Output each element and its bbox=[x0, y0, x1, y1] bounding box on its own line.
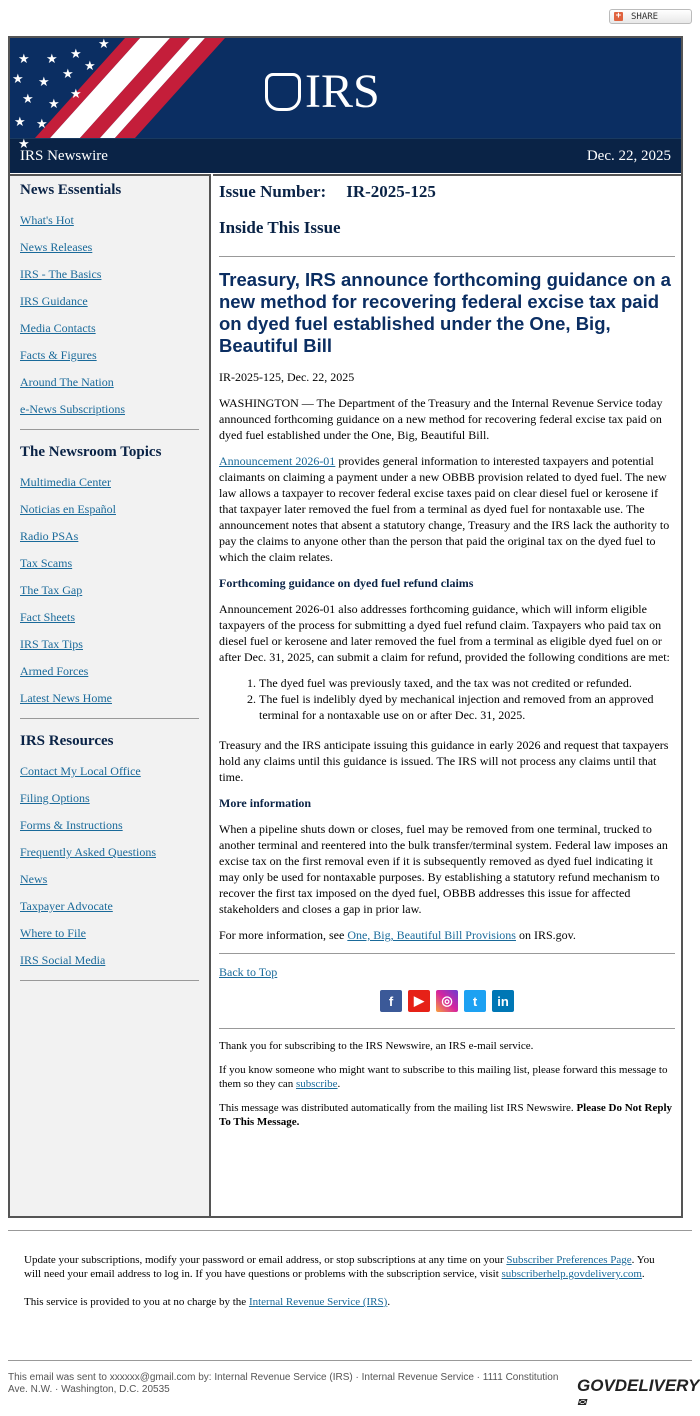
svg-text:★: ★ bbox=[70, 46, 82, 61]
help-link[interactable]: subscriberhelp.govdelivery.com bbox=[501, 1268, 642, 1280]
obbb-link[interactable]: One, Big, Beautiful Bill Provisions bbox=[347, 928, 516, 942]
sidebar-link[interactable]: Radio PSAs bbox=[20, 529, 79, 543]
paragraph: When a pipeline shuts down or closes, fuel may be removed from one terminal, trucked to another terminal and reentered into the bulk transfer/terminal system. Federal law imposes an excise tax on the first removal even if it is subsequently removed as dyed fuel indicating it may only be used for nontaxable purposes. By establishing a statutory refund mechanism to recover the first tax imposed on the dyed fuel, OBBB addresses this issue for affected stakeholders and closes a gap in prior law. bbox=[219, 822, 668, 916]
svg-text:★: ★ bbox=[12, 71, 24, 86]
social-links bbox=[219, 990, 675, 1012]
govdelivery-logo[interactable] bbox=[577, 1376, 700, 1416]
sidebar bbox=[10, 174, 211, 1216]
svg-text:★: ★ bbox=[70, 86, 82, 101]
sidebar-link[interactable]: Forms & Instructions bbox=[20, 818, 123, 832]
svg-text:★: ★ bbox=[46, 51, 58, 66]
svg-text:★: ★ bbox=[18, 136, 30, 151]
sidebar-link[interactable]: News Releases bbox=[20, 240, 93, 254]
issue-date: Dec. 22, 2025 bbox=[586, 147, 671, 164]
sidebar-link[interactable]: Frequently Asked Questions bbox=[20, 845, 156, 859]
sidebar-link[interactable]: Contact My Local Office bbox=[20, 764, 141, 778]
svg-text:★: ★ bbox=[62, 66, 74, 81]
svg-text:★: ★ bbox=[18, 51, 30, 66]
list-item: 2. The fuel is indelibly dyed by mechanical injection and removed from an approved terminal for a nontaxable use on or after Dec. 31, 2025. bbox=[259, 691, 675, 723]
divider bbox=[219, 1028, 675, 1029]
sidebar-heading: News Essentials bbox=[20, 182, 122, 198]
sidebar-link[interactable]: e-News Subscriptions bbox=[20, 402, 125, 416]
text: If you know someone who might want to subscribe to this mailing list, please forward this message to them so they can bbox=[219, 1064, 668, 1090]
subscription-footer bbox=[24, 1253, 674, 1323]
newsletter bbox=[8, 36, 683, 1218]
linkedin-icon[interactable]: in bbox=[492, 990, 514, 1012]
back-to-top-link[interactable]: Back to Top bbox=[219, 965, 278, 979]
svg-text:★: ★ bbox=[38, 74, 50, 89]
svg-text:★: ★ bbox=[84, 58, 96, 73]
sidebar-link[interactable]: Where to File bbox=[20, 926, 86, 940]
sidebar-heading: IRS Resources bbox=[20, 733, 114, 749]
sidebar-link[interactable]: Armed Forces bbox=[20, 664, 89, 678]
text: Update your subscriptions, modify your password or email address, or stop subscriptions at any time on your bbox=[24, 1254, 507, 1266]
text: . bbox=[387, 1296, 391, 1308]
irs-link[interactable]: Internal Revenue Service (IRS) bbox=[248, 1296, 388, 1308]
sidebar-link[interactable]: What's Hot bbox=[20, 213, 74, 227]
text: . bbox=[641, 1268, 645, 1280]
paragraph: WASHINGTON — The Department of the Treasury and the Internal Revenue Service today announced forthcoming guidance on a new method for recovering federal excise tax paid on dyed fuel established under the One, Big, Beautiful Bill. bbox=[219, 396, 663, 442]
sidebar-link[interactable]: Tax Scams bbox=[20, 556, 73, 570]
auto-text bbox=[219, 1101, 675, 1129]
subheading: More information bbox=[219, 796, 312, 810]
text: on IRS.gov. bbox=[515, 928, 576, 942]
logo-text: IRS bbox=[305, 65, 380, 118]
sidebar-link[interactable]: Around The Nation bbox=[20, 375, 114, 389]
subheading: Forthcoming guidance on dyed fuel refund claims bbox=[219, 576, 474, 590]
eagle-seal-icon bbox=[265, 73, 301, 111]
text: . You will need your email address to log in. If you have questions or problems with the subscription service, visit bbox=[24, 1254, 655, 1280]
headline: Treasury, IRS announce forthcoming guidance on a new method for recovering federal excise tax paid on dyed fuel established under the One, Big, Beautiful Bill bbox=[219, 269, 671, 356]
dateline: IR-2025-125, Dec. 22, 2025 bbox=[219, 370, 355, 384]
svg-text:★: ★ bbox=[98, 36, 110, 51]
youtube-icon[interactable]: ▶ bbox=[408, 990, 430, 1012]
sidebar-link[interactable]: The Tax Gap bbox=[20, 583, 83, 597]
no-reply-text: Please Do Not Reply To This Message. bbox=[219, 1102, 673, 1128]
sidebar-link[interactable]: IRS Tax Tips bbox=[20, 637, 83, 651]
sidebar-link[interactable]: IRS Social Media bbox=[20, 953, 106, 967]
brand-text: GOVDELIVERY bbox=[577, 1376, 700, 1395]
conditions-list bbox=[259, 675, 675, 723]
twitter-icon[interactable]: t bbox=[464, 990, 486, 1012]
main-content bbox=[213, 174, 681, 1216]
plus-icon: + bbox=[615, 11, 622, 21]
svg-text:★: ★ bbox=[22, 91, 34, 106]
sidebar-link[interactable]: IRS Guidance bbox=[20, 294, 88, 308]
facebook-icon[interactable]: f bbox=[380, 990, 402, 1012]
svg-text:★: ★ bbox=[36, 116, 48, 131]
list-item: 1. The dyed fuel was previously taxed, and the tax was not credited or refunded. bbox=[259, 675, 675, 691]
newswire-title: IRS Newswire bbox=[20, 147, 108, 164]
service-text bbox=[24, 1295, 674, 1309]
issue-value: IR-2025-125 bbox=[346, 182, 436, 201]
text: For more information, see bbox=[219, 928, 348, 942]
inside-heading: Inside This Issue bbox=[219, 218, 341, 237]
newswire-bar bbox=[10, 138, 681, 173]
divider bbox=[20, 429, 199, 430]
sidebar-link[interactable]: News bbox=[20, 872, 48, 886]
share-label: SHARE bbox=[631, 11, 659, 22]
text: This message was distributed automatically from the mailing list IRS Newswire. bbox=[219, 1102, 577, 1114]
sidebar-link[interactable]: IRS - The Basics bbox=[20, 267, 102, 281]
divider bbox=[20, 718, 199, 719]
issue-number bbox=[219, 184, 675, 200]
sidebar-link[interactable]: Fact Sheets bbox=[20, 610, 75, 624]
share-button[interactable] bbox=[609, 9, 692, 24]
text: This service is provided to you at no charge by the bbox=[24, 1296, 249, 1308]
announcement-link[interactable]: Announcement 2026-01 bbox=[219, 454, 336, 468]
issue-label: Issue Number: bbox=[219, 182, 327, 201]
text: . bbox=[337, 1078, 341, 1090]
sidebar-link[interactable]: Multimedia Center bbox=[20, 475, 111, 489]
thanks-text: Thank you for subscribing to the IRS Newswire, an IRS e-mail service. bbox=[219, 1040, 534, 1052]
envelope-icon: ✉ bbox=[577, 1397, 587, 1409]
divider bbox=[219, 256, 675, 257]
forward-text bbox=[219, 1063, 675, 1091]
instagram-icon[interactable]: ◎ bbox=[436, 990, 458, 1012]
sidebar-heading: The Newsroom Topics bbox=[20, 444, 162, 460]
paragraph bbox=[219, 927, 675, 943]
banner bbox=[10, 36, 681, 151]
paragraph bbox=[219, 453, 675, 565]
divider bbox=[219, 953, 675, 954]
paragraph-text: provides general information to interested taxpayers and potential claimants on claiming a payment under a new OBBB provision related to dyed fuel. The new law allows a taxpayer to recover federal excise taxes paid on clear diesel fuel or kerosene if that taxpayer later removed the fuel from a terminal as dyed fuel for nontaxable use. The announcement notes that absent a statutory change, Treasury and the IRS lack the authority to pay the claims to anyone other than the person that paid the original tax on the dyed fuel to which the claim relates. bbox=[219, 454, 670, 564]
divider bbox=[8, 1360, 692, 1361]
subscribe-link[interactable]: subscribe bbox=[295, 1078, 338, 1090]
svg-text:★: ★ bbox=[14, 114, 26, 129]
sidebar-link[interactable]: Facts & Figures bbox=[20, 348, 97, 362]
divider bbox=[20, 980, 199, 981]
sent-to-text: This email was sent to xxxxxx@gmail.com by: Internal Revenue Service (IRS) · Internal Revenue Service · 1111 Constitution Ave. N.W. · Washington, D.C. 20535 bbox=[8, 1372, 559, 1395]
paragraph: Treasury and the IRS anticipate issuing this guidance in early 2026 and request that taxpayers hold any claims until this guidance is issued. The IRS will not process any claims until that time. bbox=[219, 738, 669, 784]
sidebar-link[interactable]: Filing Options bbox=[20, 791, 90, 805]
divider bbox=[8, 1230, 692, 1231]
flag-stripes-icon bbox=[10, 36, 225, 151]
update-text bbox=[24, 1253, 674, 1281]
subscriber-preferences-link[interactable]: Subscriber Preferences Page bbox=[506, 1254, 632, 1266]
paragraph: Announcement 2026-01 also addresses forthcoming guidance, which will inform eligible taxpayers of the process for submitting a dyed fuel refund claim. Taxpayers who paid tax on diesel fuel or kerosene and later removed the fuel from a terminal as eligible dyed fuel on or after Dec. 31, 2025, can submit a claim for refund, provided the following conditions are met: bbox=[219, 602, 670, 664]
sidebar-link[interactable]: Media Contacts bbox=[20, 321, 96, 335]
svg-text:★: ★ bbox=[48, 96, 60, 111]
sidebar-link[interactable]: Noticias en Español bbox=[20, 502, 116, 516]
irs-logo bbox=[265, 65, 380, 118]
sidebar-link[interactable]: Latest News Home bbox=[20, 691, 112, 705]
sidebar-link[interactable]: Taxpayer Advocate bbox=[20, 899, 113, 913]
